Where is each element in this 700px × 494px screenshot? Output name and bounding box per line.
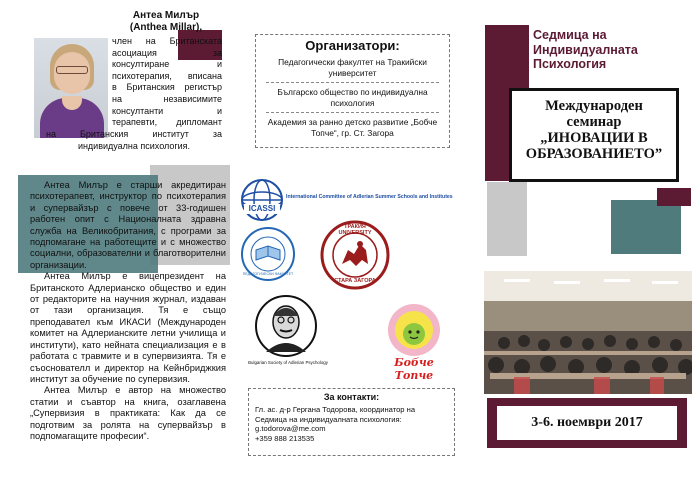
faculty-logo <box>240 226 296 282</box>
left-panel <box>0 0 234 494</box>
organizer-item: Академия за ранно детско развитие „Бобче Топче“, гр. Ст. Загора <box>267 117 438 138</box>
speaker-name-bg: Антеа Милър <box>132 10 200 21</box>
speaker-credentials-wide <box>46 129 222 152</box>
contacts-box <box>248 388 455 456</box>
trakia-logo-bottom-text: СТАРА ЗАГОРА <box>334 278 376 284</box>
credential-line: консултанти и <box>112 105 222 116</box>
decor-block-maroon-small-right <box>657 188 691 206</box>
icassi-logo <box>240 178 284 222</box>
speaker-credentials <box>112 36 222 129</box>
speaker-photo <box>34 38 108 138</box>
credential-line: на Британския институт за <box>46 129 222 139</box>
credential-line: индивидуална психология. <box>77 140 191 151</box>
bsap-logo <box>254 294 318 358</box>
decor-block-teal-right <box>611 200 681 254</box>
contacts-email: g.todorova@me.com <box>255 424 326 434</box>
organizers-title: Организатори: <box>305 38 400 53</box>
credential-line: консултиране и <box>112 59 222 70</box>
trakia-logo-top-text: ТРАКИЯ UNIVERSITY <box>338 224 372 236</box>
organizer-item: Педагогически факултет на Тракийски университет <box>278 57 427 78</box>
credential-line: член на Британската <box>112 36 222 46</box>
bio-paragraph: Антеа Милър е старши акредитиран психотерапевт, инструктор по психотерапия и супервайзър с повече от 33-годишен работен опит с Националната здравна служба на Великобритания, с програми за подпомагане на работещите и с множество социални, образователни и благотворителни организации. <box>30 180 226 270</box>
trakia-university-logo <box>320 220 390 290</box>
divider <box>266 82 439 83</box>
icassi-logo-text: ICASSI <box>248 204 276 213</box>
bio-paragraph: Антеа Милър е вицепрезидент на Британското Адлерианско общество и един от редакторите на научния журнал, издаван от тази организация. Тя е също преподавател към ИКАСИ (Международен комитет на Адлерианските летни училища и институти), като нейната специализация е в работата с травмите и в супервизията. Тя е съоснователл и директор на Кейнбриджкия институт за обучение по супервизия. <box>30 271 226 384</box>
seminar-title: Международен семинар „ИНОВАЦИИ В ОБРАЗОВАНИЕТО” <box>525 98 663 162</box>
date-box <box>497 406 677 440</box>
credential-line: в Британския регистър <box>112 82 222 93</box>
decor-block-grey-right <box>487 182 527 256</box>
bsap-caption: Bulgarian Society of Adlerian Psychology <box>248 360 328 365</box>
icassi-caption: International Committee of Adlerian Summer Schools and Institutes <box>286 194 453 200</box>
credential-line: асоциация за <box>112 47 222 58</box>
organizer-item: Българско общество по индивидуална психология <box>277 87 428 108</box>
credential-line: терапевти, дипломант <box>112 117 222 128</box>
speaker-heading <box>112 10 220 35</box>
bio-paragraph: Антеа Милър е автор на множество статии и съавтор на книга, озаглавена „Супервизия в практиката: Как да се подготвим за ролята на супервайзър в подпомагащите професии“. <box>30 385 226 441</box>
seminar-date: 3-6. ноември 2017 <box>531 415 643 430</box>
faculty-logo-text: ПЕДАГОГИЧЕСКИ ФАКУЛТЕТ <box>242 272 294 276</box>
middle-panel <box>234 0 467 494</box>
bobche-topche-logo <box>380 300 448 382</box>
week-title: Седмица на Индивидуалната Психология <box>533 28 638 71</box>
divider <box>266 112 439 113</box>
lecture-hall-photo <box>484 271 692 394</box>
credential-line: психотерапия, вписана <box>112 70 222 81</box>
contacts-title: За контакти: <box>323 392 380 402</box>
right-panel <box>467 0 700 494</box>
seminar-title-box <box>509 88 679 182</box>
contacts-phone: +359 888 213535 <box>255 433 315 443</box>
credential-line: на независимите <box>112 93 222 104</box>
contacts-coordinator: Гл. ас. д-р Гергана Тодорова, координатор на Седмица на индивидуалната психология: <box>255 405 416 424</box>
organizers-box <box>255 34 450 148</box>
speaker-bio <box>30 180 226 442</box>
speaker-name-en: (Anthea Millar), <box>129 22 203 34</box>
bobche-logo-text: Бобче Топче <box>394 356 434 382</box>
